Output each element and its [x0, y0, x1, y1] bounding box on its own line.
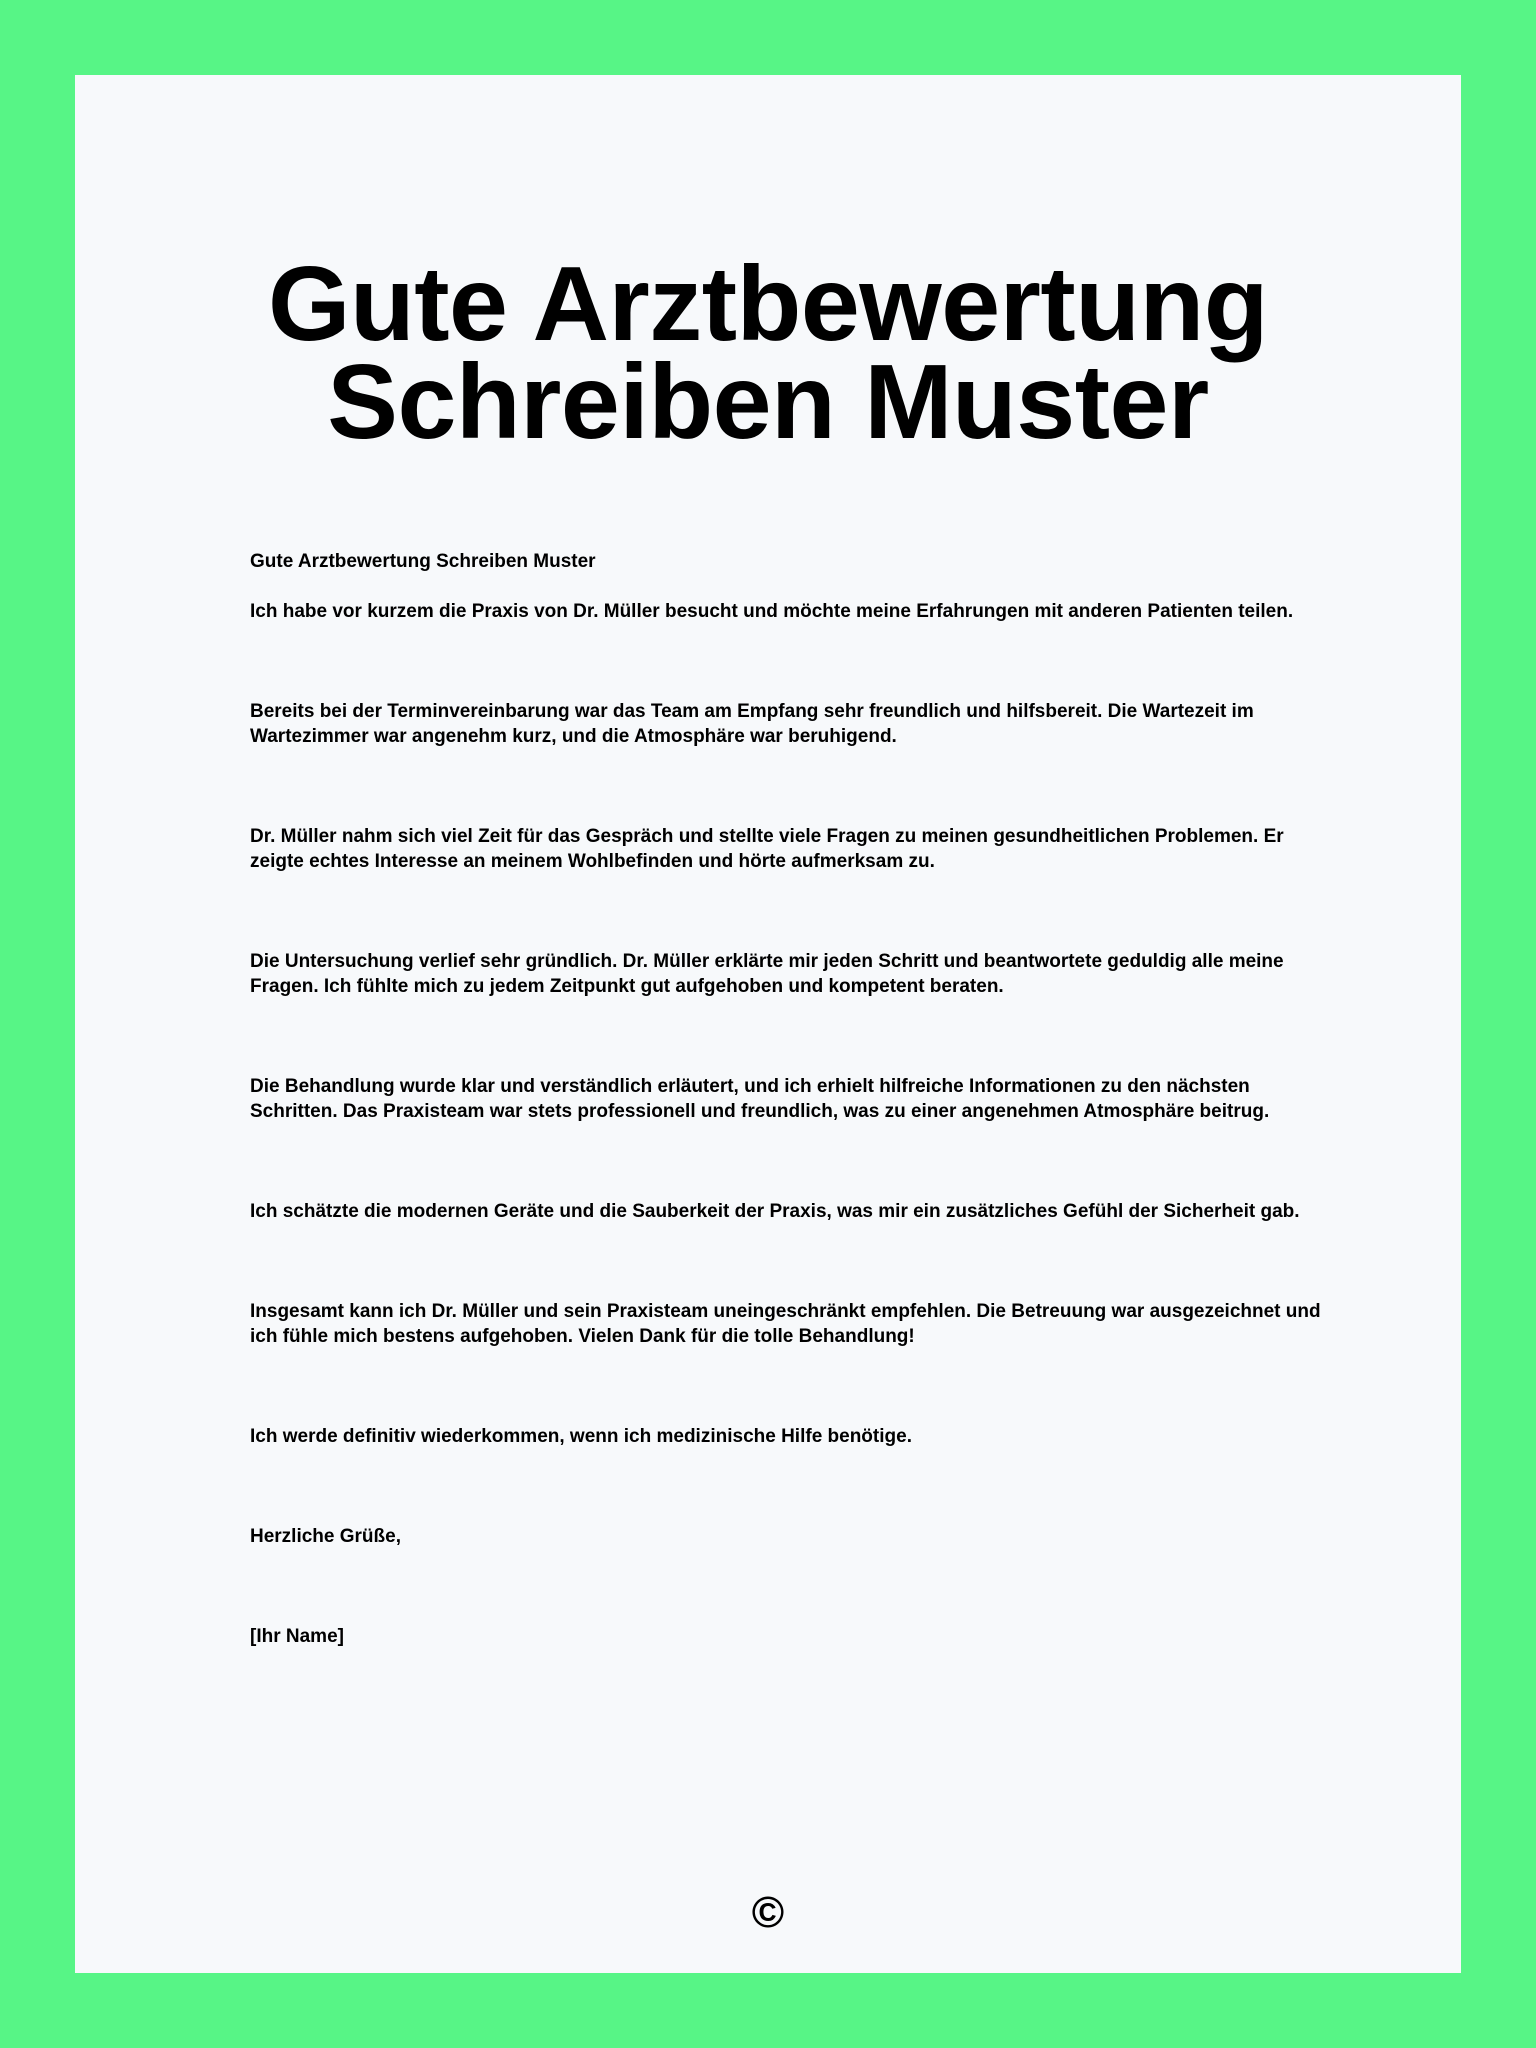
- paragraph-recommendation: Insgesamt kann ich Dr. Müller und sein Praxisteam uneingeschränkt empfehlen. Die Betreuung war ausgezeichnet und ich fühle mich bestens aufgehoben. Vielen Dank für die tolle Behandlung!: [250, 1301, 1321, 1347]
- closing-greeting: Herzliche Grüße,: [250, 1526, 401, 1547]
- document-title: [75, 245, 1461, 461]
- paragraph-equipment: Ich schätzte die modernen Geräte und die Sauberkeit der Praxis, was mir ein zusätzliches Gefühl der Sicherheit gab.: [250, 1201, 1300, 1222]
- signature-name: [Ihr Name]: [250, 1626, 344, 1647]
- paragraph-treatment: Die Behandlung wurde klar und verständlich erläutert, und ich erhielt hilfreiche Informationen zu den nächsten Schritten. Das Praxisteam war stets professionell und freundlich, was zu einer angenehmen Atmosphäre beitrug.: [250, 1076, 1270, 1122]
- paragraph-return: Ich werde definitiv wiederkommen, wenn ich medizinische Hilfe benötige.: [250, 1426, 912, 1447]
- title-line-1: Gute Arztbewertung: [268, 245, 1268, 363]
- document-page: [75, 75, 1461, 1973]
- copyright-icon: ©: [751, 1888, 785, 1937]
- paragraph-appointment: Bereits bei der Terminvereinbarung war das Team am Empfang sehr freundlich und hilfsbereit. Die Wartezeit im Wartezimmer war angenehm kurz, und die Atmosphäre war beruhigend.: [250, 701, 1254, 747]
- document-body: [250, 549, 1330, 1649]
- title-line-2: Schreiben Muster: [327, 343, 1209, 461]
- document-subtitle: Gute Arztbewertung Schreiben Muster: [250, 551, 596, 572]
- paragraph-intro: Ich habe vor kurzem die Praxis von Dr. Müller besucht und möchte meine Erfahrungen mit anderen Patienten teilen.: [250, 601, 1294, 622]
- paragraph-examination: Die Untersuchung verlief sehr gründlich. Dr. Müller erklärte mir jeden Schritt und beantwortete geduldig alle meine Fragen. Ich fühlte mich zu jedem Zeitpunkt gut aufgehoben und kompetent beraten.: [250, 951, 1284, 997]
- paragraph-consultation: Dr. Müller nahm sich viel Zeit für das Gespräch und stellte viele Fragen zu meinen gesundheitlichen Problemen. Er zeigte echtes Interesse an meinem Wohlbefinden und hörte aufmerksam zu.: [250, 826, 1284, 872]
